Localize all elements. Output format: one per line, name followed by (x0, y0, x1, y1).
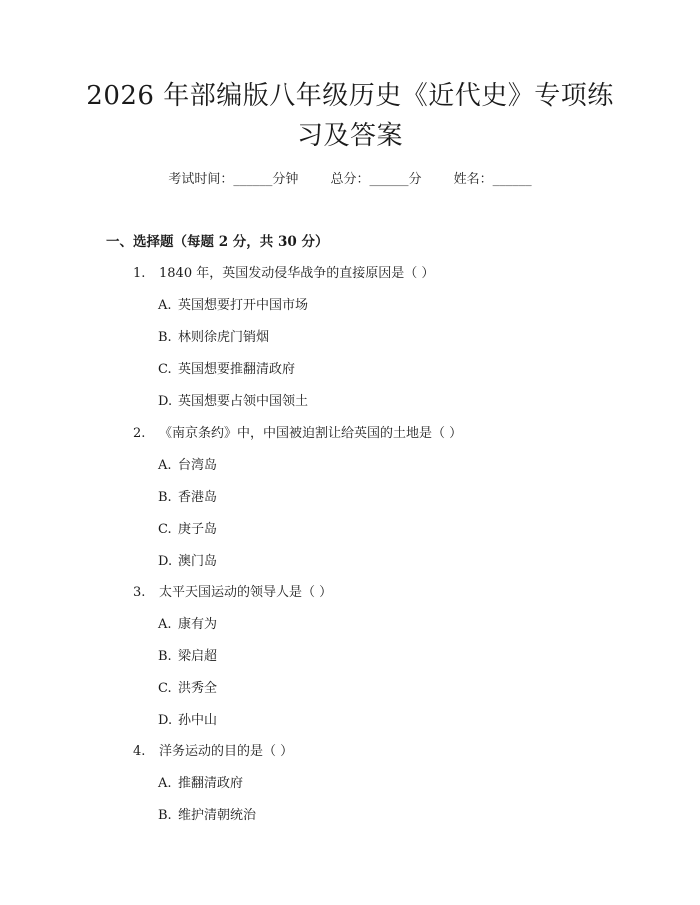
title-line-2: 习及答案 (296, 121, 403, 151)
option-letter: B. (158, 649, 172, 664)
question-4 (133, 740, 293, 759)
option-text: 维护清朝统治 (178, 808, 257, 823)
option-text: 香港岛 (178, 490, 218, 505)
option-letter: A. (158, 298, 172, 313)
question-4-option-b (158, 804, 256, 823)
question-number: 1. (133, 266, 146, 281)
question-2-option-b (158, 486, 217, 505)
option-text: 庚子岛 (178, 522, 218, 537)
section-heading: 一、选择题（每题 2 分，共 30 分） (106, 234, 329, 250)
option-text: 洪秀全 (178, 681, 218, 696)
question-text: 洋务运动的目的是（ ） (159, 744, 294, 759)
option-letter: D. (158, 713, 173, 728)
question-text: 1840 年，英国发动侵华战争的直接原因是（ ） (159, 266, 435, 281)
question-2-option-d (158, 550, 217, 569)
option-text: 英国想要推翻清政府 (178, 362, 296, 377)
question-3-option-b (158, 645, 217, 664)
question-number: 2. (133, 426, 146, 441)
option-letter: C. (158, 681, 172, 696)
option-text: 澳门岛 (178, 554, 218, 569)
question-3-option-c (158, 677, 217, 696)
option-text: 推翻清政府 (178, 776, 244, 791)
question-1-option-d (158, 390, 308, 409)
option-text: 英国想要占领中国领土 (178, 394, 309, 409)
option-text: 英国想要打开中国市场 (178, 298, 309, 313)
page-title (80, 76, 620, 156)
option-letter: A. (158, 458, 172, 473)
option-letter: A. (158, 617, 172, 632)
option-letter: C. (158, 522, 172, 537)
question-number: 3. (133, 585, 146, 600)
question-4-option-a (158, 772, 243, 791)
total-score-label: 总分：______分 (330, 172, 422, 187)
option-text: 台湾岛 (178, 458, 218, 473)
question-3 (133, 581, 332, 600)
question-number: 4. (133, 744, 146, 759)
option-letter: B. (158, 808, 172, 823)
question-text: 太平天国运动的领导人是（ ） (159, 585, 333, 600)
question-1-option-c (158, 358, 295, 377)
exam-time-label: 考试时间：______分钟 (168, 172, 299, 187)
question-3-option-a (158, 613, 217, 632)
exam-meta (0, 168, 700, 187)
option-text: 康有为 (178, 617, 218, 632)
question-1 (133, 262, 434, 281)
option-text: 孙中山 (178, 713, 218, 728)
option-letter: A. (158, 776, 172, 791)
option-text: 梁启超 (178, 649, 218, 664)
option-text: 林则徐虎门销烟 (178, 330, 270, 345)
question-1-option-a (158, 294, 308, 313)
option-letter: B. (158, 330, 172, 345)
question-2 (133, 422, 462, 441)
question-text: 《南京条约》中，中国被迫割让给英国的土地是（ ） (159, 426, 463, 441)
question-3-option-d (158, 709, 217, 728)
question-2-option-a (158, 454, 217, 473)
option-letter: D. (158, 394, 173, 409)
title-line-1: 2026 年部编版八年级历史《近代史》专项练 (86, 81, 614, 111)
option-letter: D. (158, 554, 173, 569)
question-1-option-b (158, 326, 269, 345)
question-2-option-c (158, 518, 217, 537)
option-letter: B. (158, 490, 172, 505)
student-name-label: 姓名：______ (453, 172, 532, 187)
option-letter: C. (158, 362, 172, 377)
